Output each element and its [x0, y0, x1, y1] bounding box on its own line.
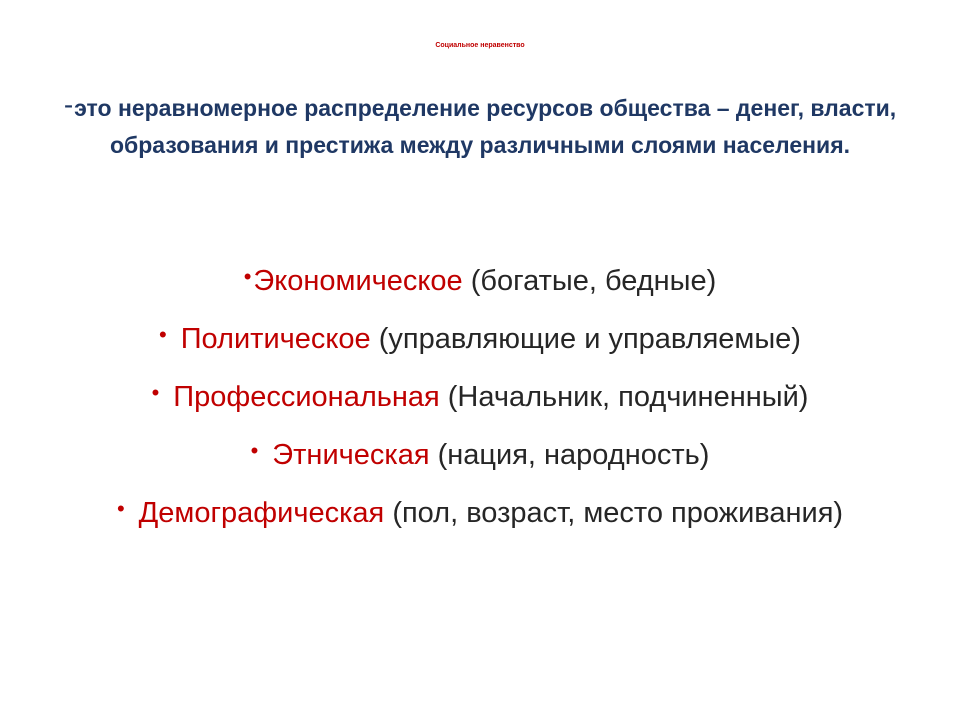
item-term: Профессиональная [173, 381, 440, 413]
bullet-icon: • [151, 380, 160, 405]
list-item-political [0, 308, 960, 366]
list-item-economic [0, 250, 960, 308]
item-term: Этническая [272, 439, 430, 471]
item-detail: (пол, возраст, место проживания) [384, 497, 844, 529]
item-detail: (Начальник, подчиненный) [439, 381, 809, 413]
list-item-ethnic [0, 424, 960, 482]
bullet-icon: • [116, 496, 125, 521]
list-item-demographic [0, 482, 960, 540]
definition-paragraph [40, 86, 920, 164]
bullet-icon: • [159, 322, 167, 347]
item-term: Экономическое [253, 265, 463, 297]
item-term: Демографическая [138, 497, 385, 529]
item-term: Политическое [180, 323, 371, 355]
list-item-professional [0, 366, 960, 424]
slide-title: Социальное неравенство [435, 42, 525, 49]
bullet-icon: • [243, 264, 252, 289]
definition-dash: - [63, 89, 74, 120]
inequality-types-list [0, 250, 960, 540]
item-detail: (управляющие и управляемые) [370, 323, 801, 355]
item-detail: (нация, народность) [429, 439, 710, 471]
definition-text: это неравномерное распределение ресурсов общества – денег, власти, образования и престижа между различными слоями населения. [74, 95, 897, 158]
item-detail: (богатые, бедные) [462, 265, 717, 297]
bullet-icon: • [250, 438, 259, 463]
